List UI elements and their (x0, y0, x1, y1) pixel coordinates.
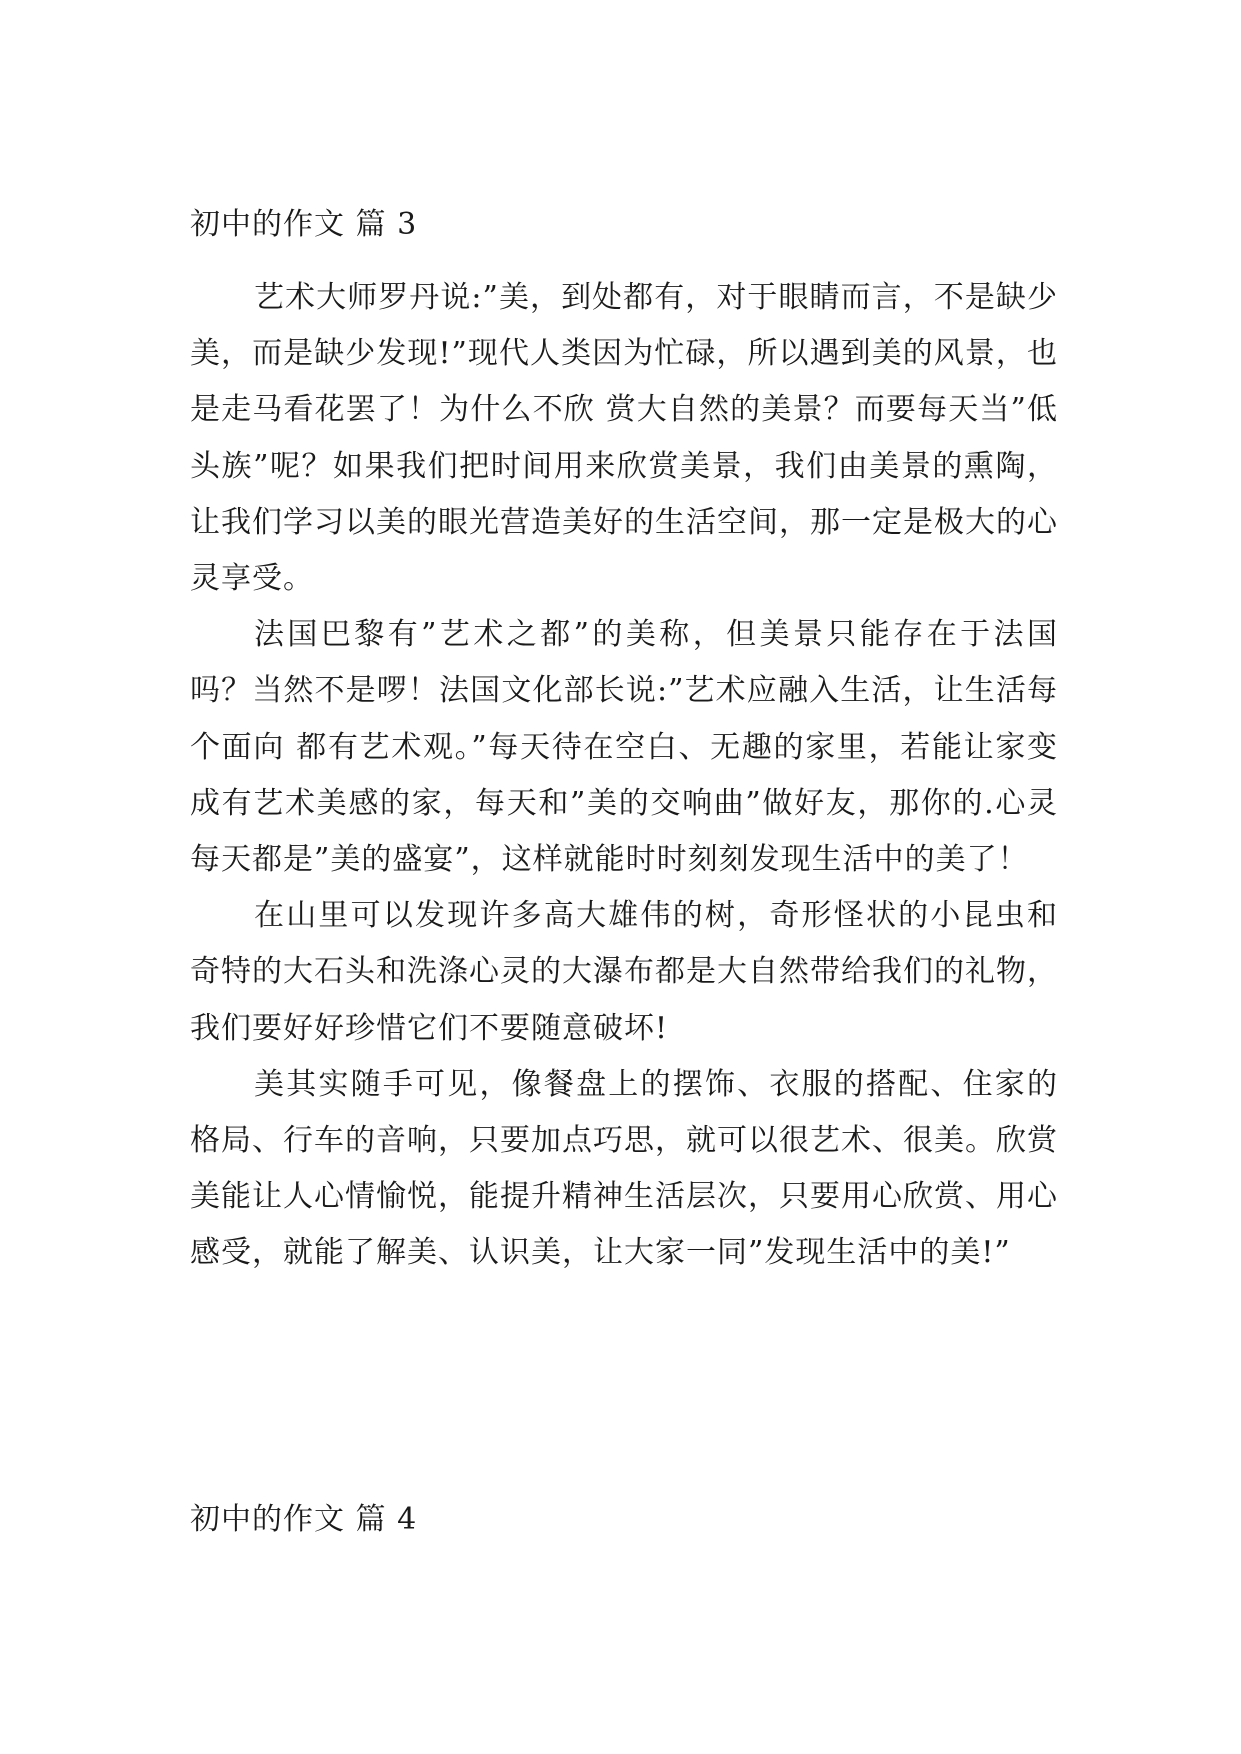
paragraph: 在山里可以发现许多高大雄伟的树，奇形怪状的小昆虫和奇特的大石头和洗涤心灵的大瀑布都是大自然带给我们的礼物，我们要好好珍惜它们不要随意破坏! (190, 898, 1058, 1046)
paragraph: 美其实随手可见，像餐盘上的摆饰、衣服的搭配、住家的格局、行车的音响，只要加点巧思，就可以很艺术、很美。欣赏美能让人心情愉悦，能提升精神生活层次，只要用心欣赏、用心感受，就能了解美、认识美，让大家一同”发现生活中的美!” (190, 1066, 1058, 1271)
section-4-title: 初中的作文 篇 4 (190, 1502, 418, 1537)
section-3-body (190, 270, 1058, 1282)
document-page (190, 0, 1058, 1754)
paragraph: 艺术大师罗丹说:”美，到处都有，对于眼睛而言，不是缺少美，而是缺少发现!”现代人类因为忙碌，所以遇到美的风景，也是走马看花罢了！为什么不欣 赏大自然的美景？而要每天当”低头族”呢？如果我们把时间用来欣赏美景，我们由美景的熏陶，让我们学习以美的眼光营造美好的生活空间，那一定是极大的心 灵享受。 (190, 280, 1058, 597)
paragraph: 法国巴黎有”艺术之都”的美称，但美景只能存在于法国吗？当然不是啰！法国文化部长说:”艺术应融入生活，让生活每个面向 都有艺术观。”每天待在空白、无趣的家里，若能让家变成有艺术美感的家，每天和”美的交响曲”做好友，那你的.心灵每天都是”美的盛宴”，这样就能时时刻刻发现生活中的美了！ (190, 617, 1058, 878)
section-3-title: 初中的作文 篇 3 (190, 207, 418, 242)
